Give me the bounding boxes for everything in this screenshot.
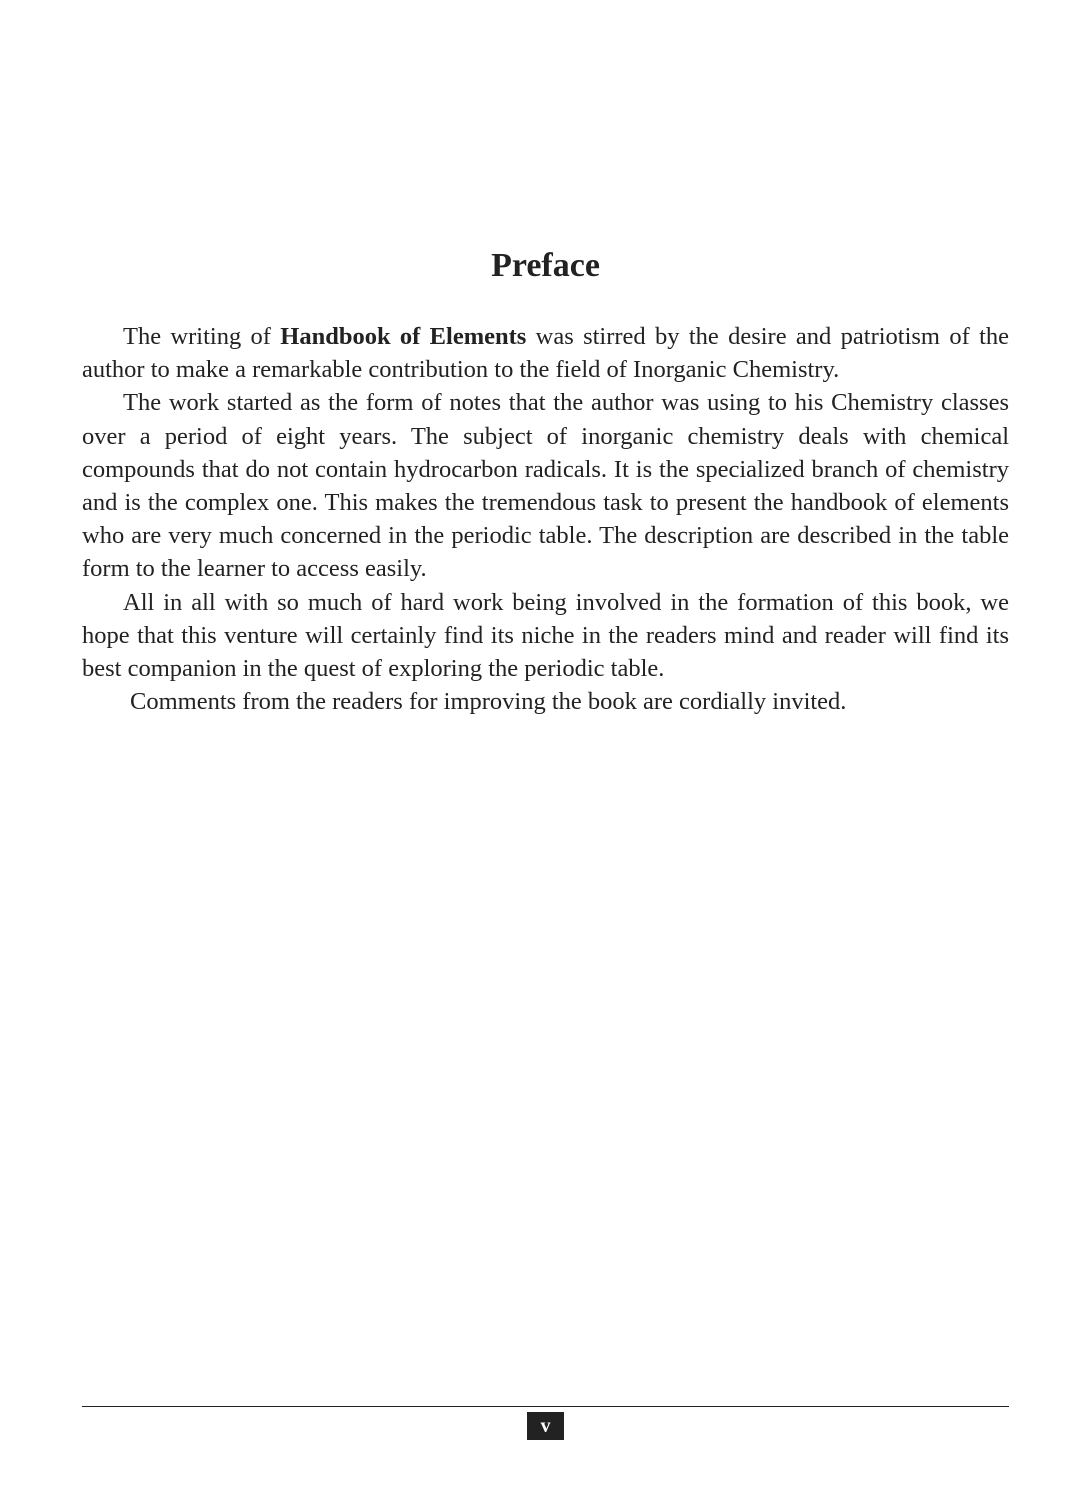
paragraph-3: All in all with so much of hard work being involved in the formation of this book, we hope that this venture will certainly find its niche in the readers mind and reader will find its best companion in the quest of exploring the periodic table.: [82, 588, 1009, 683]
page-title: Preface: [491, 247, 600, 284]
paragraph-2: The work started as the form of notes that the author was using to his Chemistry classes over a period of eight years. The subject of inorganic chemistry deals with chemical compounds that do not contain hydrocarbon radicals. It is the specialized branch of chemistry and is the complex one. This makes the tremendous task to present the handbook of elements who are very much concerned in the periodic table. The description are described in the table form to the learner to access easily.: [82, 389, 1009, 583]
paragraph-1: [82, 320, 1009, 386]
footer-divider: [82, 1406, 1009, 1407]
preface-body: [82, 320, 1009, 718]
book-title-bold: Handbook of Elements: [280, 323, 527, 350]
paragraph-4: Comments from the readers for improving the book are cordially invited.: [130, 688, 847, 716]
page-number-badge: v: [527, 1412, 564, 1440]
paragraph-1-text-end: was stirred by the desire and patriotism of the author to make a remarkable contribution to the field of Inorganic Chemistry.: [82, 323, 1009, 384]
paragraph-1-text-start: The writing of: [123, 323, 281, 350]
